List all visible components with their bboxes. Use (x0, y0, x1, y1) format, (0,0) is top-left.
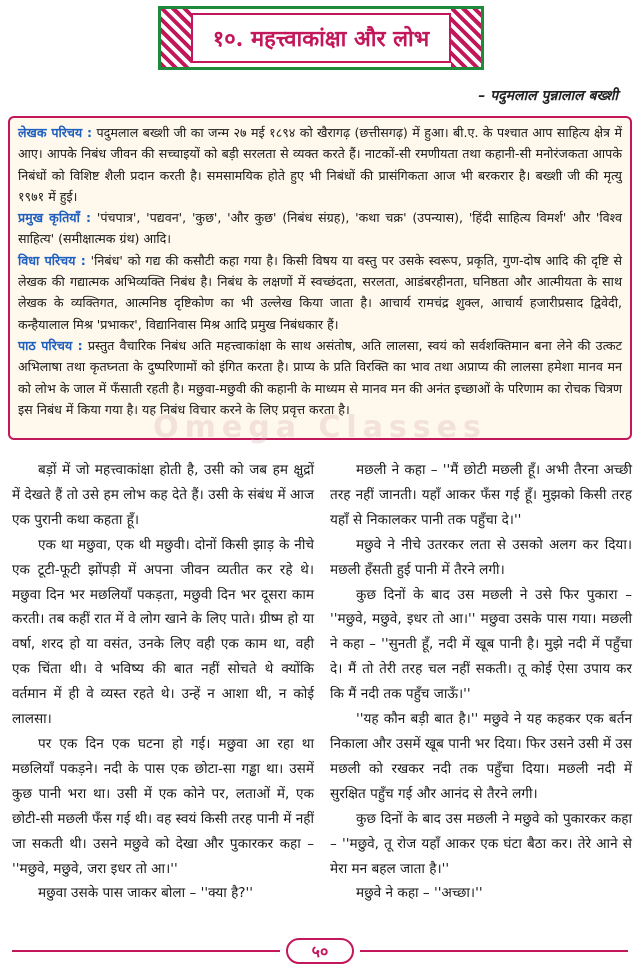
paragraph: बड़ों में जो महत्त्वाकांक्षा होती है, उसी को जब हम क्षुद्रों में देखते हैं तो उसे हम लोभ कह देते हैं। उसी के संबंध में आज एक पुरानी कथा कहता हूँ। (12, 462, 314, 528)
author-name: – पदुमलाल पुन्नालाल बख्शी (478, 88, 618, 104)
intro-text: पदुमलाल बख्शी जी का जन्म २७ मई १८९४ को खैरागढ़ (छत्तीसगढ़) में हुआ। बी.ए. के पश्चात आप साहित्य क्षेत्र में आए। आपके निबंध जीवन की सच्चाइयों को बड़ी सरलता से व्यक्त करते हैं। नाटकों-सी रमणीयता तथा कहानी-सी मनोरंजकता आपके निबंधों को विशिष्ट शैली प्रदान करती है। समसामयिक होते हुए भी निबंधों की प्रासंगिकता आज भी बरकरार है। बख्शी जी की मृत्यु १९७१ में हुई। (18, 125, 622, 204)
intro-label: पाठ परिचय : (18, 337, 83, 353)
intro-text: 'निबंध' को गद्य की कसौटी कहा गया है। किसी विषय या वस्तु पर उसके स्वरूप, प्रकृति, गुण-दोष आदि की दृष्टि से लेखक की गद्यात्मक अभिव्यक्ति निबंध है। निबंध के लक्षणों में स्वच्छंदता, सरलता, आडंबरहीनता, घनिष्ठता और आत्मीयता के साथ लेखक के व्यक्तिगत, आत्मनिष्ठ दृष्टिकोण का भी उल्लेख किया जाता है। आचार्य रामचंद्र शुक्ल, आचार्य हजारीप्रसाद द्विवेदी, कन्हैयालाल मिश्र 'प्रभाकर', विद्यानिवास मिश्र आदि प्रमुख निबंधकार हैं। (18, 252, 622, 332)
paragraph: कुछ दिनों के बाद उस मछली ने उसे फिर पुकारा – ''मछुवे, मछुवे, इधर तो आ।'' मछुवा उसके पास गया। मछली ने कहा – ''सुनती हूँ, नदी में खूब पानी है। मुझे नदी में पहुँचा दे। मैं तो तेरी तरह चल नहीं सकती। तू कोई ऐसा उपाय कर कि मैं नदी तक पहुँच जाऊँ।'' (330, 586, 632, 703)
paragraph: ''यह कौन बड़ी बात है।'' मछुवे ने यह कहकर एक बर्तन निकाला और उसमें खूब पानी भर दिया। फिर उसने उसी में उस मछली को रखकर नदी तक पहुँचा दिया। मछली नदी में सुरक्षित पहुँच गई और आनंद से तैरने लगी। (330, 711, 632, 802)
paragraph: एक था मछुवा, एक थी मछुवी। दोनों किसी झाड़ के नीचे एक टूटी-फूटी झोंपड़ी में अपना जीवन व्यतीत कर रहे थे। मछुवा दिन भर मछलियाँ पकड़ता, मछुवी दिन भर दूसरा काम करती। तब कहीं रात में वे लोग खाने के लिए पाते। ग्रीष्म हो या वर्षा, शरद हो या वसंत, उनके लिए वही एक काम था, वही एक चिंता थी। वे भविष्य की बात नहीं सोचते थे क्योंकि वर्तमान में ही वे व्यस्त रहते थे। उन्हें न आशा थी, न कोई लालसा। (12, 536, 314, 728)
intro-label: विधा परिचय : (18, 252, 86, 268)
title-banner (158, 6, 484, 70)
divider (12, 950, 280, 952)
paragraph: कुछ दिनों के बाद उस मछली ने मछुवे को पुकारकर कहा – ''मछुवे, तू रोज यहाँ आकर एक घंटा बैठा कर। तेरे आने से मेरा मन बहल जाता है।'' (330, 810, 632, 877)
paragraph: पर एक दिन एक घटना हो गई। मछुवा आ रहा था मछलियाँ पकड़ने। नदी के पास एक छोटा-सा गड्ढा था। उसमें कुछ पानी भरा था। उसी में एक कोने पर, लताओं में, एक छोटी-सी मछली फँस गई थी। वह स्वयं किसी तरह पानी में नहीं जा सकती थी। उसने मछुवे को देखा और पुकारकर कहा – ''मछुवे, मछुवे, जरा इधर तो आ।'' (12, 735, 314, 877)
lesson-title: १०. महत्त्वाकांक्षा और लोभ (212, 26, 430, 52)
paragraph: मछली ने कहा – ''मैं छोटी मछली हूँ। अभी तैरना अच्छी तरह नहीं जानती। यहाँ आकर फँस गई हूँ। मुझको किसी तरह यहाँ से निकालकर पानी तक पहुँचा दे।'' (330, 462, 632, 528)
introduction-box (8, 116, 632, 440)
intro-text: 'पंचपात्र', 'पद्यवन', 'कुछ', 'और कुछ' (निबंध संग्रह), 'कथा चक्र' (उपन्यास), 'हिंदी साहित्य विमर्श' और 'विश्व साहित्य' (समीक्षात्मक ग्रंथ) आदि। (18, 210, 623, 247)
body-column-right (330, 458, 632, 906)
paragraph: मछुवे ने नीचे उतरकर लता से उसको अलग कर दिया। मछली हँसती हुई पानी में तैरने लगी। (330, 536, 632, 578)
paragraph: मछुवे ने कहा – ''अच्छा।'' (356, 885, 483, 902)
intro-genre (18, 250, 622, 335)
divider (360, 950, 628, 952)
intro-label: प्रमुख कृतियाँ : (18, 210, 92, 226)
page-number-oval (286, 938, 354, 964)
title-frame (191, 13, 451, 63)
decorative-border-right (451, 9, 481, 67)
watermark: Omega Classes (153, 410, 487, 445)
intro-lesson (18, 335, 622, 420)
body-column-left (12, 458, 314, 906)
intro-major-works (18, 207, 622, 250)
decorative-border-left (161, 9, 191, 67)
intro-text: प्रस्तुत वैचारिक निबंध अति महत्त्वाकांक्षा के साथ असंतोष, अति लालसा, स्वयं को सर्वशक्तिमान बना लेने की उत्कट अभिलाषा तथा कृतघ्नता के दुष्परिणामों को इंगित करता है। प्राप्य के प्रति विरक्ति का भाव तथा अप्राप्य की लालसा हमेशा मानव मन को लोभ के जाल में फँसाती रहती है। मछुवा-मछुवी की कहानी के माध्यम से मानव मन की अनंत इच्छाओं के परिणाम का रोचक चित्रण इस निबंध में किया गया है। यह निबंध विचार करने के लिए प्रवृत्त करता है। (18, 337, 623, 417)
intro-label: लेखक परिचय : (18, 125, 93, 140)
page-number: ५० (311, 942, 329, 961)
paragraph: मछुवा उसके पास जाकर बोला – ''क्या है?'' (38, 885, 253, 902)
page-number-badge (0, 938, 640, 964)
intro-author-bio (18, 122, 622, 207)
